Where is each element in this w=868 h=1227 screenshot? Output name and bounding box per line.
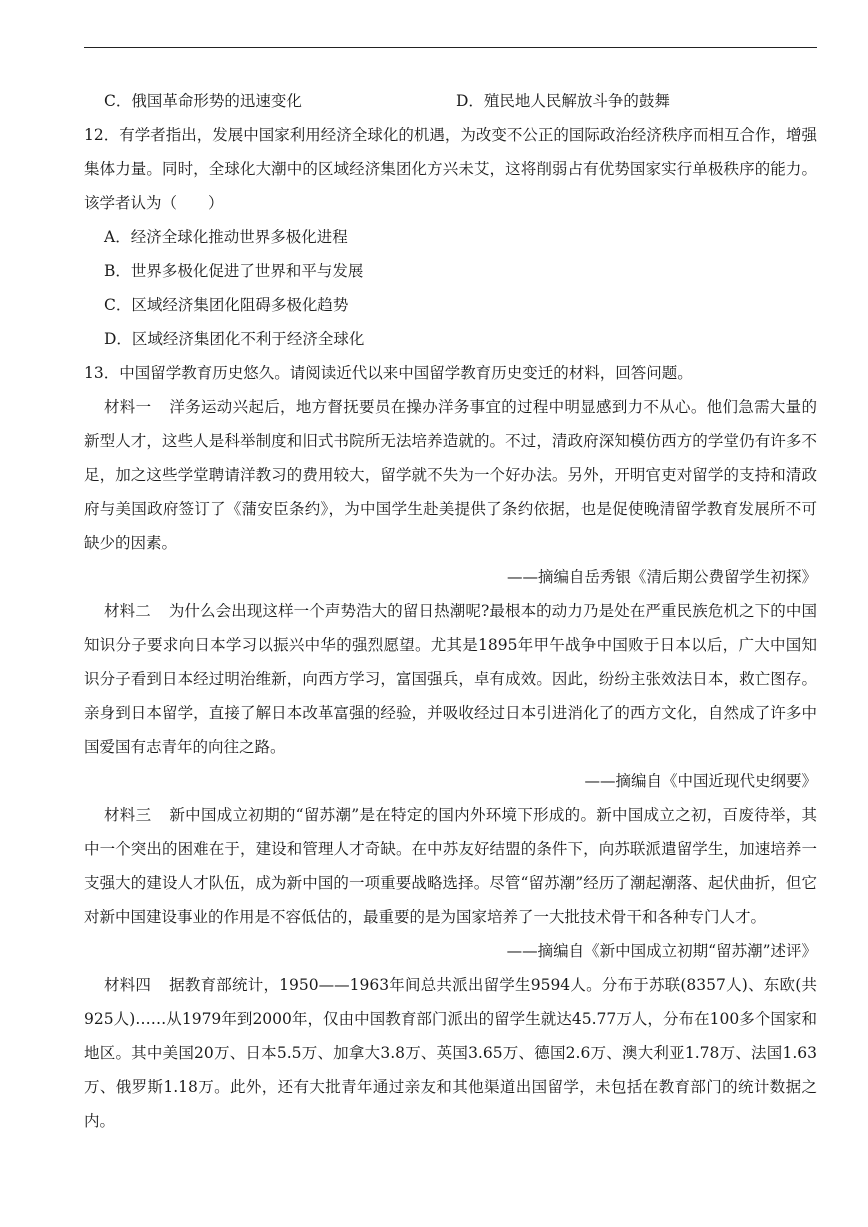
material-4-tag: 材料四 <box>104 976 152 994</box>
material-4-text: 据教育部统计，1950——1963年间总共派出留学生9594人。分布于苏联(8357人)、东欧(共925人)……从1979年到2000年，仅由中国教育部门派出的留学生就达45.77万人，分布在100多个国家和地区。其中美国20万、日本5.5万、加拿大3.8万、英国3.65万、德国2.6万、澳大利亚1.78万、法国1.63万、俄罗斯1.18万。此外，还有大批青年通过亲友和其他渠道出国留学，未包括在教育部门的统计数据之内。 <box>84 976 817 1130</box>
document-body <box>84 84 817 1138</box>
material-1-tag: 材料一 <box>104 398 152 416</box>
material-1 <box>84 390 817 560</box>
q12-option-b[interactable]: B．世界多极化促进了世界和平与发展 <box>104 262 364 280</box>
material-2-text: 为什么会出现这样一个声势浩大的留日热潮呢?最根本的动力乃是处在严重民族危机之下的中国知识分子要求向日本学习以振兴中华的强烈愿望。尤其是1895年甲午战争中国败于日本以后，广大中国知识分子看到日本经过明治维新，向西方学习，富国强兵，卓有成效。因此，纷纷主张效法日本，救亡图存。亲身到日本留学，直接了解日本改革富强的经验，并吸收经过日本引进消化了的西方文化，自然成了许多中国爱国有志青年的向往之路。 <box>84 602 817 756</box>
header-rule <box>84 47 817 48</box>
q12-option-c[interactable]: C．区域经济集团化阻碍多极化趋势 <box>104 296 349 314</box>
q12-options <box>84 220 817 356</box>
material-3-text: 新中国成立初期的“留苏潮”是在特定的国内外环境下形成的。新中国成立之初，百废待举，其中一个突出的困难在于，建设和管理人才奇缺。在中苏友好结盟的条件下，向苏联派遣留学生，加速培养一支强大的建设人才队伍，成为新中国的一项重要战略选择。尽管“留苏潮”经历了潮起潮落、起伏曲折，但它对新中国建设事业的作用是不容低估的，最重要的是为国家培养了一大批技术骨干和各种专门人才。 <box>84 806 817 926</box>
q12-option-d[interactable]: D．区域经济集团化不利于经济全球化 <box>104 330 365 348</box>
q11-option-c[interactable]: C．俄国革命形势的迅速变化 <box>104 92 302 110</box>
material-3-source: ——摘编自《新中国成立初期“留苏潮”述评》 <box>506 942 817 960</box>
material-2-tag: 材料二 <box>104 602 151 620</box>
material-2-source: ——摘编自《中国近现代史纲要》 <box>584 772 817 790</box>
q12-option-a[interactable]: A．经济全球化推动世界多极化进程 <box>104 228 348 246</box>
material-4 <box>84 968 817 1138</box>
material-1-source: ——摘编自岳秀银《清后期公费留学生初探》 <box>506 568 817 586</box>
material-1-text: 洋务运动兴起后，地方督抚要员在操办洋务事宜的过程中明显感到力不从心。他们急需大量的新型人才，这些人是科举制度和旧式书院所无法培养造就的。不过，清政府深知模仿西方的学堂仍有许多不足，加之这些学堂聘请洋教习的费用较大，留学就不失为一个好办法。另外，开明官吏对留学的支持和清政府与美国政府签订了《蒲安臣条约》，为中国学生赴美提供了条约依据，也是促使晚清留学教育发展所不可缺少的因素。 <box>84 398 817 552</box>
material-3-tag: 材料三 <box>104 806 152 824</box>
material-2 <box>84 594 817 764</box>
q13-stem: 13．中国留学教育历史悠久。请阅读近代以来中国留学教育历史变迁的材料，回答问题。 <box>84 364 693 382</box>
material-3 <box>84 798 817 934</box>
q11-option-d[interactable]: D．殖民地人民解放斗争的鼓舞 <box>456 92 670 110</box>
q11-options <box>84 84 817 118</box>
q12-stem: 12．有学者指出，发展中国家利用经济全球化的机遇，为改变不公正的国际政治经济秩序而相互合作，增强集体力量。同时，全球化大潮中的区域经济集团化方兴未艾，这将削弱占有优势国家实行单极秩序的能力。该学者认为（ ） <box>84 126 817 212</box>
